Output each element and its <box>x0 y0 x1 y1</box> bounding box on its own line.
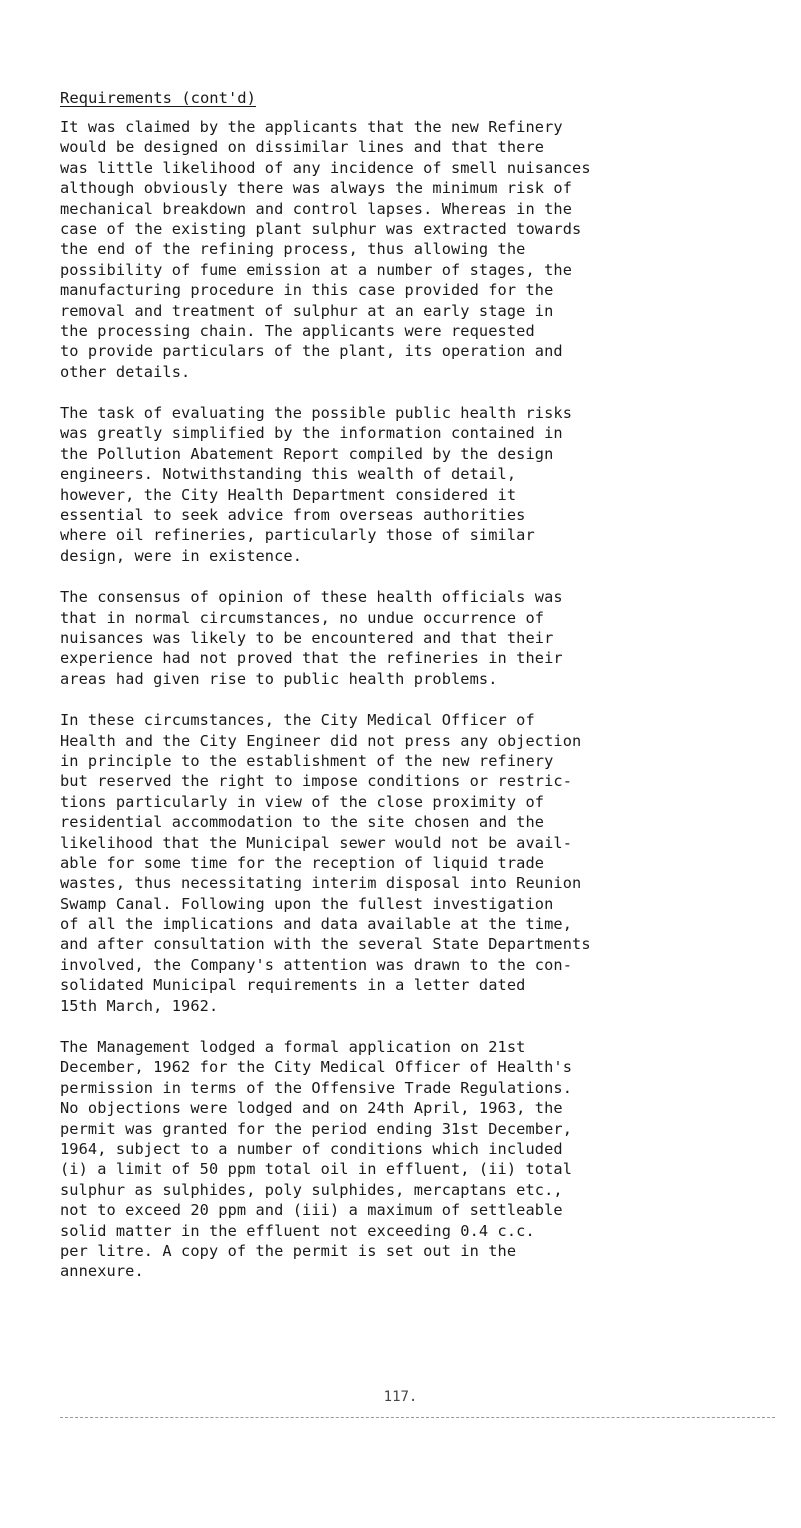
text-line: although obviously there was always the minimum risk of <box>60 179 573 198</box>
text-line: likelihood that the Municipal sewer would not be avail- <box>60 833 573 852</box>
text-line: sulphur as sulphides, poly sulphides, mercaptans etc., <box>60 1180 563 1199</box>
text-line: tions particularly in view of the close proximity of <box>60 792 545 811</box>
text-line: the processing chain. The applicants were requested <box>60 321 535 340</box>
paragraph <box>60 403 750 566</box>
text-line: 1964, subject to a number of conditions which included <box>60 1139 563 1158</box>
footer-rule <box>60 1417 775 1418</box>
text-line: manufacturing procedure in this case provided for the <box>60 281 554 300</box>
text-line: residential accommodation to the site chosen and the <box>60 813 545 832</box>
text-line: Health and the City Engineer did not press any objection <box>60 731 582 750</box>
text-line: wastes, thus necessitating interim disposal into Reunion <box>60 874 582 893</box>
paragraph <box>60 587 750 689</box>
text-line: removal and treatment of sulphur at an early stage in <box>60 301 554 320</box>
text-line: experience had not proved that the refineries in their <box>60 649 563 668</box>
text-line: the end of the refining process, thus allowing the <box>60 240 526 259</box>
text-line: however, the City Health Department considered it <box>60 485 517 504</box>
text-line: able for some time for the reception of liquid trade <box>60 853 545 872</box>
text-line: but reserved the right to impose conditions or restric- <box>60 772 573 791</box>
text-line: essential to seek advice from overseas authorities <box>60 506 526 525</box>
text-line: The consensus of opinion of these health officials was <box>60 588 563 607</box>
text-line: engineers. Notwithstanding this wealth of detail, <box>60 465 517 484</box>
text-line: areas had given rise to public health problems. <box>60 669 498 688</box>
text-line: case of the existing plant sulphur was extracted towards <box>60 219 582 238</box>
text-line: Swamp Canal. Following upon the fullest investigation <box>60 894 554 913</box>
text-line: to provide particulars of the plant, its operation and <box>60 342 563 361</box>
text-line: involved, the Company's attention was drawn to the con- <box>60 955 573 974</box>
text-line: December, 1962 for the City Medical Officer of Health's <box>60 1058 573 1077</box>
paragraph <box>60 1037 750 1282</box>
text-line: where oil refineries, particularly those of similar <box>60 526 535 545</box>
paragraph <box>60 117 750 382</box>
text-line: of all the implications and data available at the time, <box>60 915 573 934</box>
text-line: solidated Municipal requirements in a letter dated <box>60 976 526 995</box>
text-line: (i) a limit of 50 ppm total oil in effluent, (ii) total <box>60 1160 573 1179</box>
text-line: design, were in existence. <box>60 546 303 565</box>
text-line: other details. <box>60 362 191 381</box>
text-line: The Management lodged a formal application on 21st <box>60 1038 526 1057</box>
text-line: No objections were lodged and on 24th April, 1963, the <box>60 1099 563 1118</box>
text-line: per litre. A copy of the permit is set out in the <box>60 1241 517 1260</box>
text-line: and after consultation with the several State Departments <box>60 935 591 954</box>
text-line: permit was granted for the period ending 31st December, <box>60 1119 573 1138</box>
text-line: that in normal circumstances, no undue occurrence of <box>60 608 545 627</box>
text-line: in principle to the establishment of the new refinery <box>60 751 554 770</box>
text-line: The task of evaluating the possible public health risks <box>60 404 573 423</box>
text-line: 15th March, 1962. <box>60 996 219 1015</box>
text-line: nuisances was likely to be encountered and that their <box>60 628 554 647</box>
text-line: was greatly simplified by the information contained in <box>60 424 563 443</box>
text-line: the Pollution Abatement Report compiled by the design <box>60 444 554 463</box>
text-line: was little likelihood of any incidence of smell nuisances <box>60 158 591 177</box>
page-number: 117. <box>383 1389 418 1405</box>
text-line: mechanical breakdown and control lapses. Whereas in the <box>60 199 573 218</box>
text-line: annexure. <box>60 1262 144 1281</box>
section-heading: Requirements (cont'd) <box>60 89 256 107</box>
text-line: It was claimed by the applicants that the new Refinery <box>60 118 563 136</box>
text-line: possibility of fume emission at a number of stages, the <box>60 260 573 279</box>
text-line: would be designed on dissimilar lines and that there <box>60 138 545 157</box>
text-line: permission in terms of the Offensive Trade Regulations. <box>60 1078 573 1097</box>
body-text <box>60 117 750 1303</box>
paragraph <box>60 710 750 1016</box>
text-line: not to exceed 20 ppm and (iii) a maximum of settleable <box>60 1201 563 1220</box>
text-line: solid matter in the effluent not exceeding 0.4 c.c. <box>60 1221 535 1240</box>
text-line: In these circumstances, the City Medical Officer of <box>60 711 535 730</box>
